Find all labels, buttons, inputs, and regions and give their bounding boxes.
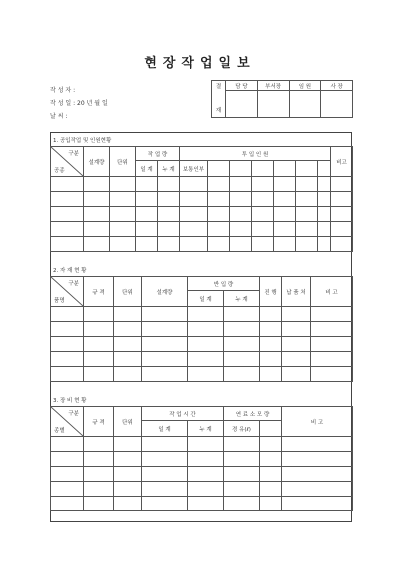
section2-sub-total: 누 계 (224, 291, 260, 307)
section1-diag-bottom: 공종 (54, 168, 65, 174)
date-label: 작 성 일 : 20 년 월 일 (50, 100, 108, 107)
table-row[interactable] (51, 237, 353, 252)
section3-col-fuel: 연 료 소 모 량 (224, 407, 282, 421)
table-row[interactable] (51, 452, 353, 467)
approval-col-manager: 담 당 (226, 81, 258, 91)
table-row[interactable] (51, 437, 353, 452)
weather-label: 날 씨 : (50, 113, 68, 120)
section2-col-design: 설계량 (142, 277, 188, 307)
table-row[interactable] (51, 482, 353, 497)
table-row[interactable] (51, 497, 353, 511)
table-row[interactable] (51, 207, 353, 222)
page-title: 현장작업일보 (144, 56, 256, 71)
table-row[interactable] (51, 222, 353, 237)
section1-diag-header (51, 147, 84, 177)
section2-col-supplier: 납 품 처 (282, 277, 311, 307)
section1-sub-daily: 일 계 (136, 161, 158, 177)
approval-sign-manager[interactable] (226, 91, 258, 118)
approval-side (212, 81, 226, 118)
section3-diag-bottom: 종별 (54, 428, 65, 434)
section3-sub-fuel: 경 유(ℓ) (224, 421, 260, 437)
approval-side-top: 결 (215, 84, 222, 90)
approval-sign-executive[interactable] (289, 91, 321, 118)
table-row[interactable] (51, 322, 353, 337)
section1-sub-laborer: 보통인부 (180, 161, 208, 177)
table-row[interactable] (51, 307, 353, 322)
writer-label: 작 성 자 : (50, 87, 76, 94)
section1-diag-top: 구분 (68, 151, 79, 157)
section3-body (51, 437, 353, 511)
section2-body (51, 307, 353, 382)
approval-sign-president[interactable] (321, 91, 353, 118)
table-row[interactable] (51, 352, 353, 367)
section2-col-unit: 단위 (114, 277, 142, 307)
section2-diag-top: 구분 (68, 281, 79, 287)
section1-col-design: 설계량 (84, 147, 110, 177)
section3-col-spec: 규 격 (84, 407, 114, 437)
section3-diag-header (51, 407, 84, 437)
section3-sub-daily: 일 계 (142, 421, 188, 437)
section2-sub-daily: 일 계 (188, 291, 224, 307)
approval-table (211, 80, 353, 118)
section2-diag-bottom: 품명 (54, 298, 65, 304)
section3-col-note: 비 고 (282, 407, 353, 437)
section3-diag-top: 구분 (68, 411, 79, 417)
table-row[interactable] (51, 177, 353, 192)
table-row[interactable] (51, 192, 353, 207)
section1-col-unit: 단위 (110, 147, 136, 177)
section1-col-work: 작 업 량 (136, 147, 180, 161)
approval-side-bottom: 재 (215, 108, 222, 114)
approval-col-dept-head: 부서장 (257, 81, 289, 91)
section1-body (51, 177, 353, 252)
approval-col-executive: 임 원 (289, 81, 321, 91)
section3-table (50, 406, 353, 511)
section1-table (50, 146, 353, 252)
section1-col-workers: 투 입 인 원 (180, 147, 331, 161)
section3-col-unit: 단위 (114, 407, 142, 437)
table-row[interactable] (51, 337, 353, 352)
section2-col-spec: 규 격 (84, 277, 114, 307)
section3-col-hours: 작 업 시 간 (142, 407, 224, 421)
section2-col-inbound: 반 입 량 (188, 277, 260, 291)
table-row[interactable] (51, 367, 353, 382)
approval-col-president: 사 장 (321, 81, 353, 91)
section2-col-progress: 진 행 (260, 277, 282, 307)
section2-diag-header (51, 277, 84, 307)
table-row[interactable] (51, 467, 353, 482)
section2-title: 2. 자 재 현 황 (53, 268, 87, 274)
approval-sign-dept-head[interactable] (257, 91, 289, 118)
section2-col-note: 비 고 (311, 277, 353, 307)
section3-title: 3. 장 비 현 황 (53, 398, 87, 404)
section1-sub-total: 누 계 (158, 161, 180, 177)
section1-title: 1. 공입작업 및 인원현황 (53, 138, 112, 144)
section1-col-note: 비고 (331, 147, 353, 177)
section3-sub-total: 누 계 (188, 421, 224, 437)
section2-table (50, 276, 353, 382)
